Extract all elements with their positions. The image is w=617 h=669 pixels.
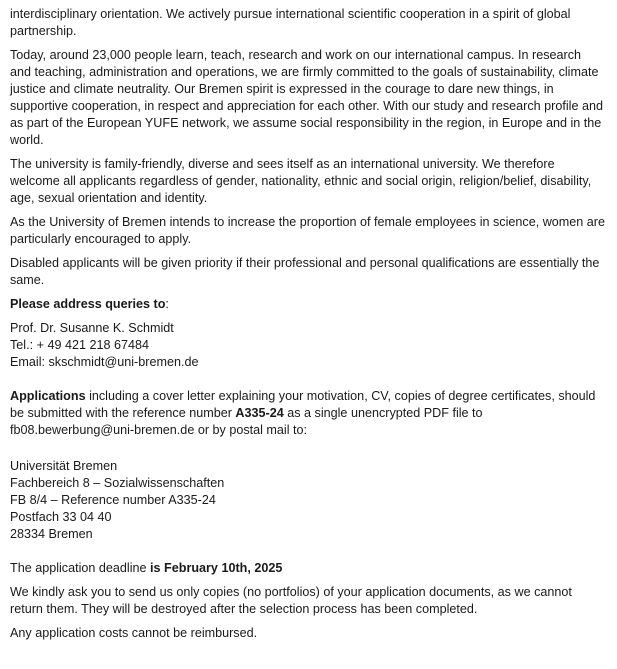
paragraph-campus: Today, around 23,000 people learn, teach, research and work on our international campus. In research and teaching, administration and operations, we are firmly committed to the goals of sustainability, climate justice and climate neutrality. Our Bremen spirit is expressed in the courage to dare new things, in supportive cooperation, in respect and appreciation for each other. With our study and research profile and as part of the European YUFE network, we assume social responsibility in the region, in Europe and in the world. <box>10 48 603 147</box>
address-line-3: FB 8/4 – Reference number A335-24 <box>10 493 216 507</box>
postal-address <box>10 458 605 543</box>
paragraph-orientation: interdisciplinary orientation. We actively pursue international scientific cooperation in a spirit of global partnership. <box>10 7 571 38</box>
paragraph-disabled-applicants: Disabled applicants will be given priority if their professional and personal qualifications are essentially the same. <box>10 256 600 287</box>
address-line-2: Fachbereich 8 – Sozialwissenschaften <box>10 476 225 490</box>
deadline-date: is February 10th, 2025 <box>150 561 283 575</box>
address-line-5: 28334 Bremen <box>10 527 93 541</box>
paragraph-diversity: The university is family-friendly, diverse and sees itself as an international university. We therefore welcome all applicants regardless of gender, nationality, ethnic and social origin, religion/belief, disability, age, sexual orientation and identity. <box>10 157 592 205</box>
address-line-1: Universität Bremen <box>10 459 118 473</box>
queries-heading-colon: : <box>165 297 169 311</box>
contact-block <box>10 320 605 371</box>
paragraph-female-employees: As the University of Bremen intends to increase the proportion of female employees in science, women are particularly encouraged to apply. <box>10 215 606 246</box>
paragraph-costs: Any application costs cannot be reimbursed. <box>10 626 258 640</box>
applications-label: Applications <box>10 389 86 403</box>
contact-name: Prof. Dr. Susanne K. Schmidt <box>10 321 174 335</box>
queries-heading-label: Please address queries to <box>10 297 166 311</box>
contact-phone: Tel.: + 49 421 218 67484 <box>10 338 149 352</box>
deadline-prefix: The application deadline <box>10 561 151 575</box>
reference-number: A335-24 <box>235 406 284 420</box>
applications-text-1: including a cover letter explaining your motivation, CV, copies of degree certificates, should be submitted with the reference number <box>10 389 596 420</box>
applications-text-2: as a single unencrypted PDF file to fb08.bewerbung@uni-bremen.de or by postal mail to: <box>10 406 483 437</box>
applications-paragraph <box>10 388 605 439</box>
deadline-paragraph <box>10 560 605 577</box>
paragraph-copies: We kindly ask you to send us only copies (no portfolios) of your application documents, as we cannot return them. They will be destroyed after the selection process has been completed. <box>10 585 572 616</box>
queries-heading <box>10 296 605 313</box>
address-line-4: Postfach 33 04 40 <box>10 510 112 524</box>
contact-email: Email: skschmidt@uni-bremen.de <box>10 355 199 369</box>
